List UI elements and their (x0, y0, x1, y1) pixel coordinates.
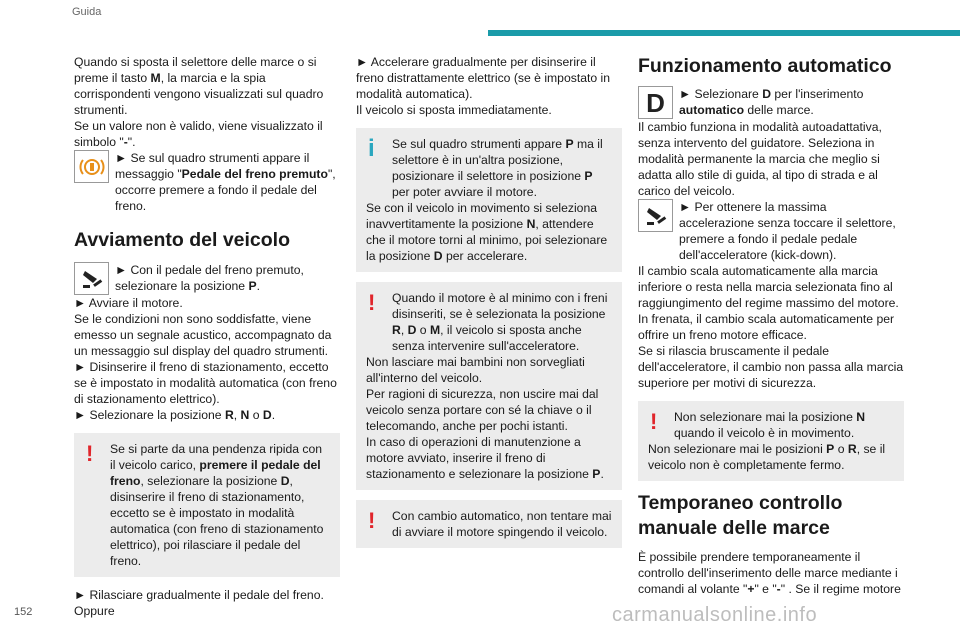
paragraph: Il veicolo si sposta immediatamente. (356, 103, 552, 117)
paragraph: Se sul quadro strumenti appare P ma il selettore è in un'altra posizione, posizionare il selettore in posizione P per poter avviare il motore. (392, 137, 603, 199)
paragraph: Non selezionare mai la posizione N quando il veicolo è in movimento. (674, 410, 866, 440)
brake-message-row (74, 150, 340, 214)
paragraph: Non selezionare mai le posizioni P o R, se il veicolo non è completamente fermo. (648, 442, 886, 472)
foot-on-pedal-icon (74, 262, 109, 295)
page-number: 152 (14, 606, 33, 618)
info-icon: i (368, 135, 375, 162)
info-box (356, 128, 622, 272)
paragraph: ► Disinserire il freno di stazionamento, eccetto se è impostato in modalità automatica (con freno di stazionamento elettrico). (74, 360, 337, 406)
paragraph: ► Avviare il motore. (74, 296, 183, 310)
paragraph: Se si parte da una pendenza ripida con il veicolo carico, premere il pedale del freno, selezionare la posizione D, disinserire il freno di stazionamento, eccetto se è impostato in modalità automatica (con freno di stazionamento elettrico), poi rilasciare il pedale del freno. (110, 442, 324, 568)
running-header: Guida (72, 6, 102, 18)
paragraph: In frenata, il cambio scala automaticamente per offrire un freno motore efficace. (638, 312, 895, 342)
paragraph: Il cambio funziona in modalità autoadattativa, senza intervento del guidatore. Seleziona in modalità permanente la marcia che meglio si adatta allo stile di guida, al tipo di strada e al carico del veicolo. (638, 120, 882, 198)
column-left (74, 54, 340, 619)
paragraph: ► Se sul quadro strumenti appare il messaggio "Pedale del freno premuto", occorre premere a fondo il pedale del freno. (115, 151, 336, 213)
paragraph: Se le condizioni non sono soddisfatte, viene emesso un segnale acustico, accompagnato da un messaggio sul display del quadro strumenti. (74, 312, 332, 358)
paragraph: ► Selezionare la posizione R, N o D. (74, 408, 276, 422)
warning-box (356, 500, 622, 548)
paragraph: Non lasciare mai bambini non sorvegliati all'interno del veicolo. (366, 355, 585, 385)
step-row (638, 86, 904, 119)
warning-exclamation-icon: ! (368, 508, 376, 533)
section-heading: Funzionamento automatico (638, 55, 892, 77)
paragraph: Il cambio scala automaticamente alla marcia inferiore o resta nella marcia selezionata fino al raggiungimento del regime massimo del motore. (638, 264, 899, 310)
section-heading: Avviamento del veicolo (74, 229, 291, 251)
warning-exclamation-icon: ! (650, 409, 658, 434)
paragraph: ► Selezionare D per l'inserimento automatico delle marce. (679, 87, 864, 117)
warning-box (74, 433, 340, 577)
paragraph: Quando il motore è al minimo con i freni disinseriti, se è selezionata la posizione R, D o M, il veicolo si sposta anche senza intervenire sull'acceleratore. (392, 291, 608, 353)
gear-d-icon: D (638, 86, 673, 119)
paragraph: ► Per ottenere la massima accelerazione senza toccare il selettore, premere a fondo il pedale pedale dell'acceleratore (kick-down). (679, 200, 896, 262)
step-row (74, 262, 340, 295)
paragraph: ► Accelerare gradualmente per disinserire il freno distrattamente elettrico (se è impostato in modalità automatica). (356, 55, 611, 101)
paragraph: Se si rilascia bruscamente il pedale dell'acceleratore, il cambio non passa alla marcia superiore per motivi di sicurezza. (638, 344, 904, 390)
brake-pedal-warning-icon (74, 150, 109, 183)
paragraph: ► Rilasciare gradualmente il pedale del freno. Oppure (74, 588, 324, 618)
paragraph: Con cambio automatico, non tentare mai di avviare il motore spingendo il veicolo. (392, 509, 612, 539)
watermark: carmanualsonline.info (612, 604, 818, 626)
section-heading: Temporaneo controllo manuale delle marce (638, 492, 843, 539)
header-accent-bar (488, 30, 960, 36)
paragraph: ► Con il pedale del freno premuto, selezionare la posizione P. (115, 263, 304, 293)
foot-on-pedal-icon (638, 199, 673, 232)
paragraph: Per ragioni di sicurezza, non uscire mai dal veicolo senza portare con sé la chiave o il telecomando, anche per pochi istanti. (366, 387, 599, 433)
paragraph: Quando si sposta il selettore delle marce o si preme il tasto M, la marcia e la spia corrispondenti vengono visualizzati sul quadro strumenti. Se un valore non è valido, viene visualizzato il simbolo "-". (74, 55, 324, 149)
column-middle (356, 54, 622, 558)
step-row (638, 199, 904, 263)
paragraph: È possibile prendere temporaneamente il controllo dell'inserimento delle marce mediante i comandi al volante "+" e "-" . Se il regime motore (638, 550, 901, 596)
warning-box (638, 401, 904, 481)
warning-box (356, 282, 622, 490)
paragraph: In caso di operazioni di manutenzione a motore avviato, inserire il freno di stazionamento e selezionare la posizione P. (366, 435, 604, 481)
column-right (638, 54, 904, 597)
warning-exclamation-icon: ! (368, 290, 376, 315)
warning-exclamation-icon: ! (86, 441, 94, 466)
paragraph: Se con il veicolo in movimento si seleziona inavvertitamente la posizione N, attendere che il motore torni al minimo, poi selezionare la posizione D per accelerare. (366, 201, 608, 263)
